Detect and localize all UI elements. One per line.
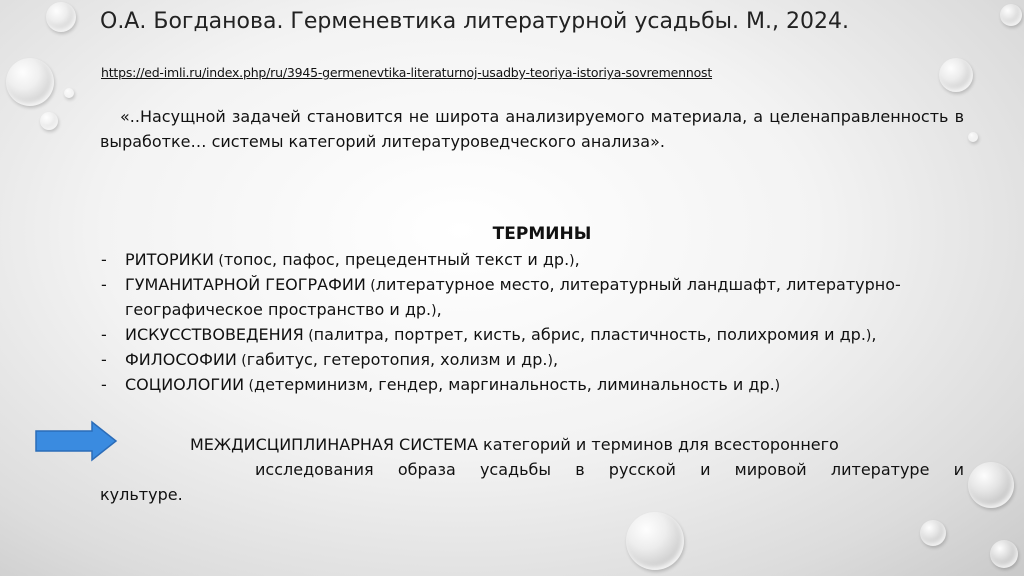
water-drop-decoration <box>1000 4 1022 26</box>
water-drop-decoration <box>626 512 684 570</box>
bullet-marker: - <box>101 250 107 269</box>
term-examples: габитус, гетеротопия, холизм и др. <box>246 350 548 369</box>
water-drop-decoration <box>990 540 1018 568</box>
term-examples: детерминизм, гендер, маргинальность, лиминальность и др. <box>254 375 775 394</box>
water-drop-decoration <box>64 88 74 98</box>
list-item: - ФИЛОСОФИИ (габитус, гетеротопия, холизм и др.), <box>101 348 981 373</box>
conclusion-line: культуре. <box>100 485 183 504</box>
water-drop-decoration <box>920 520 946 546</box>
water-drop-decoration <box>939 58 973 92</box>
list-item: - СОЦИОЛОГИИ (детерминизм, гендер, маргинальность, лиминальность и др.) <box>101 373 981 398</box>
water-drop-decoration <box>6 58 54 106</box>
term-name: ГУМАНИТАРНОЙ ГЕОГРАФИИ <box>125 275 366 294</box>
bullet-marker: - <box>101 375 107 394</box>
terms-heading: ТЕРМИНЫ <box>492 224 592 244</box>
bullet-marker: - <box>101 325 107 344</box>
conclusion-text <box>100 432 964 507</box>
term-name: РИТОРИКИ <box>125 250 214 269</box>
conclusion-line: МЕЖДИСЦИПЛИНАРНАЯ СИСТЕМА категорий и терминов для всестороннего <box>190 435 839 454</box>
list-item: - РИТОРИКИ (топос, пафос, прецедентный текст и др.), <box>101 248 981 273</box>
term-examples: палитра, портрет, кисть, абрис, пластичность, полихромия и др. <box>313 325 866 344</box>
terms-list <box>101 248 981 398</box>
term-examples: топос, пафос, прецедентный текст и др. <box>223 250 570 269</box>
source-link[interactable]: https://ed-imli.ru/index.php/ru/3945-germenevtika-literaturnoj-usadby-teoriya-istoriya-sovremennost <box>101 65 713 80</box>
water-drop-decoration <box>968 462 1014 508</box>
water-drop-decoration <box>40 112 58 130</box>
list-item: - ИСКУССТВОВЕДЕНИЯ (палитра, портрет, кисть, абрис, пластичность, полихромия и др.), <box>101 323 981 348</box>
conclusion-line: исследования образа усадьбы в русской и мировой литературе и <box>255 460 964 479</box>
bullet-marker: - <box>101 350 107 369</box>
quote-text: «..Насущной задачей становится не широта анализируемого материала, а целенаправленность в выработке… системы категорий литературоведческого анализа». <box>100 107 964 151</box>
term-name: СОЦИОЛОГИИ <box>125 375 245 394</box>
water-drop-decoration <box>968 132 978 142</box>
bullet-marker: - <box>101 275 107 294</box>
term-name: ФИЛОСОФИИ <box>125 350 237 369</box>
term-examples: литературное место, литературный ландшафт, литературно-географическое пространство и др. <box>125 275 901 319</box>
term-name: ИСКУССТВОВЕДЕНИЯ <box>125 325 304 344</box>
slide-title: О.А. Богданова. Герменевтика литературной усадьбы. М., 2024. <box>100 9 849 34</box>
water-drop-decoration <box>46 2 76 32</box>
list-item: - ГУМАНИТАРНОЙ ГЕОГРАФИИ (литературное место, литературный ландшафт, литературно-географическое пространство и др.), <box>101 275 901 319</box>
